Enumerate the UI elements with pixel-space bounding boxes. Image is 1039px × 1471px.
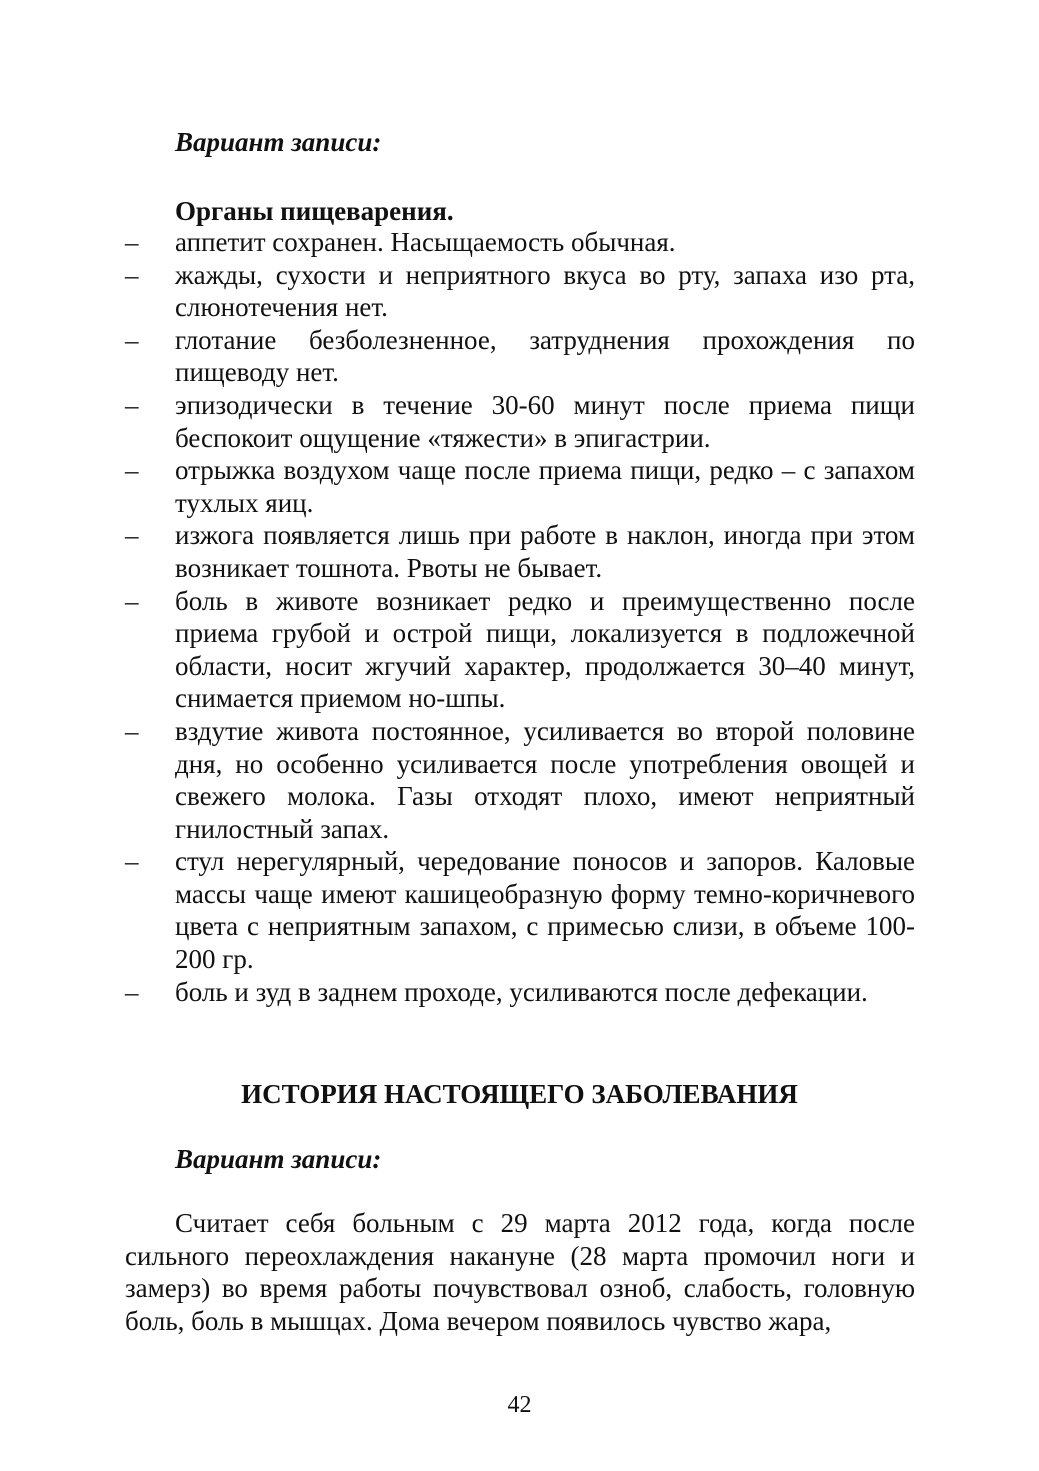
subheading-digestive-organs: Органы пищеварения. [175, 196, 454, 226]
list-item-text: боль и зуд в заднем проходе, усиливаются после дефекации. [175, 976, 868, 1007]
list-dash: – [125, 455, 139, 486]
variant-label-top: Вариант записи: [175, 127, 382, 157]
list-item-text: вздутие живота постоянное, усиливается во второй половине дня, но особенно усиливается после употребления овощей и свежего молока. Газы отходят плохо, имеют неприятный гнилостный запах. [175, 715, 915, 844]
list-item [125, 389, 915, 454]
list-dash: – [125, 227, 139, 257]
list-item-text: стул нерегулярный, чередование поносов и запоров. Каловые массы чаще имеют кашицеобразную форму темно-коричневого цвета с неприятным запахом, с примесью слизи, в объеме 100-200 гр. [175, 846, 915, 975]
list-dash: – [125, 259, 139, 290]
list-item-text: жажды, сухости и неприятного вкуса во рту, запаха изо рта, слюнотечения нет. [175, 259, 915, 323]
list-item [125, 715, 915, 845]
list-item-text: глотание безболезненное, затруднения прохождения по пищеводу нет. [175, 324, 915, 388]
history-paragraph: Считает себя больным с 29 марта 2012 года, когда после сильного переохлаждения накануне (28 марта промочил ноги и замерз) во время работы почувствовал озноб, слабость, головную боль, боль в мышцах. Дома вечером появилось чувство жара, [125, 1208, 915, 1336]
list-item [125, 226, 915, 259]
list-item-text: отрыжка воздухом чаще после приема пищи, редко – с запахом тухлых яиц. [175, 455, 915, 518]
list-dash: – [125, 846, 139, 877]
list-item [125, 519, 915, 584]
list-item [125, 259, 915, 324]
list-item [125, 324, 915, 389]
list-item [125, 845, 915, 975]
list-dash: – [125, 715, 139, 746]
section-title: ИСТОРИЯ НАСТОЯЩЕГО ЗАБОЛЕВАНИЯ [241, 1079, 798, 1109]
list-item [125, 454, 915, 519]
list-dash: – [125, 520, 139, 551]
list-dash: – [125, 324, 139, 355]
page-number: 42 [507, 1392, 532, 1418]
list-dash: – [125, 389, 139, 420]
symptom-list [125, 226, 915, 1008]
variant-label-bottom: Вариант записи: [175, 1144, 382, 1174]
list-item-text: изжога появляется лишь при работе в наклон, иногда при этом возникает тошнота. Рвоты не бывает. [175, 520, 915, 583]
list-item-text: боль в животе возникает редко и преимущественно после приема грубой и острой пищи, локализуется в подложечной области, носит жгучий характер, продолжается 30–40 минут, снимается приемом но-шпы. [175, 585, 915, 714]
list-item-text: аппетит сохранен. Насыщаемость обычная. [175, 227, 676, 257]
list-item [125, 976, 915, 1009]
list-dash: – [125, 976, 139, 1007]
list-dash: – [125, 585, 139, 616]
list-item [125, 585, 915, 715]
list-item-text: эпизодически в течение 30-60 минут после приема пищи беспокоит ощущение «тяжести» в эпигастрии. [175, 389, 915, 453]
